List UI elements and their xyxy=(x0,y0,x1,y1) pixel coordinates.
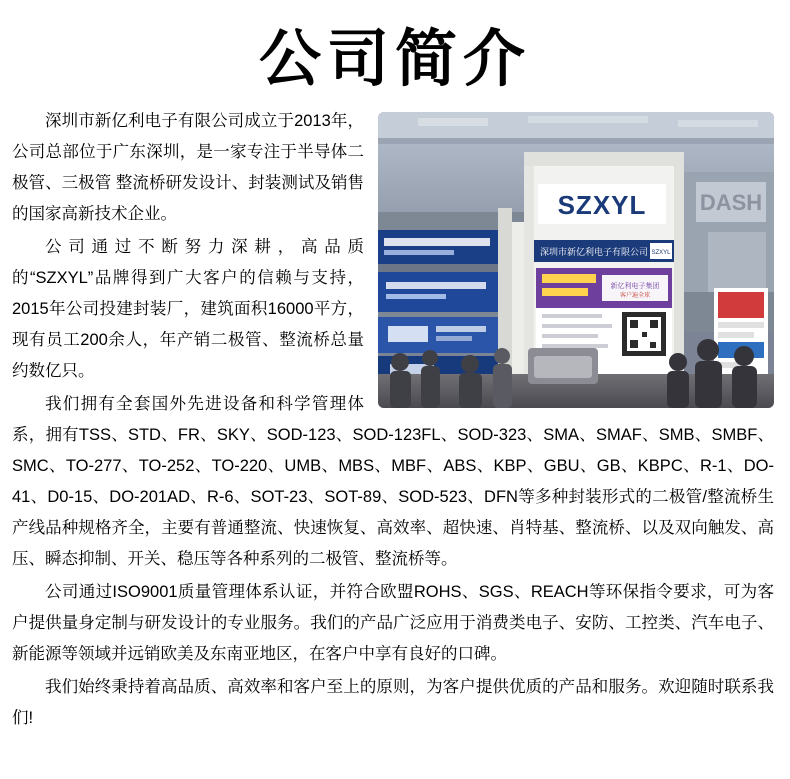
svg-text:深圳市新亿利电子有限公司: 深圳市新亿利电子有限公司 xyxy=(539,247,649,258)
content-area xyxy=(0,106,790,736)
svg-text:SZXYL: SZXYL xyxy=(651,250,671,257)
page-title: 公司简介 xyxy=(258,25,531,94)
paragraph-3: 我们拥有全套国外先进设备和科学管理体系，拥有TSS、STD、FR、SKY、SOD-123、SOD-123FL、SOD-323、SMA、SMAF、SMB、SMBF、SMC、TO-277、TO-252、TO-220、UMB、MBS、MBF、ABS、KBP、GBU、GB、KBPC、R-1、DO-41、D0-15、DO-201AD、R-6、SOT-23、SOT-89、SOD-523、DFN等多种封装形式的二极管/整流桥生产线品种规格齐全，主要有普通整流、快速恢复、高效率、超快速、肖特基、整流桥、以及双向触发、高压、瞬态抑制、开关、稳压等各种系列的二极管、整流桥等。 xyxy=(12,395,774,569)
svg-text:DASH: DASH xyxy=(699,190,763,216)
svg-text:SZXYL: SZXYL xyxy=(557,190,647,221)
svg-text:新亿利电子集团: 新亿利电子集团 xyxy=(610,283,660,291)
paragraph-2: 公司通过不断努力深耕，高品质的“SZXYL”品牌得到广大客户的信赖与支持，2015年公司投建封装厂，建筑面积16000平方，现有员工200余人，年产销二极管、整流桥总量约数亿只。 xyxy=(12,238,364,381)
paragraph-4: 公司通过ISO9001质量管理体系认证，并符合欧盟ROHS、SGS、REACH等环保指令要求，可为客户提供量身定制与研发设计的专业服务。我们的产品广泛应用于消费类电子、安防、工控类、汽车电子、新能源等领域并远销欧美及东南亚地区，在客户中享有良好的口碑。 xyxy=(12,583,774,664)
paragraph-1: 深圳市新亿利电子有限公司成立于2013年，公司总部位于广东深圳，是一家专注于半导体二极管、三极管 整流桥研发设计、封装测试及销售的国家高新技术企业。 xyxy=(12,112,364,224)
paragraph-5: 我们始终秉持着高品质、高效率和客户至上的原则，为客户提供优质的产品和服务。欢迎随时联系我们! xyxy=(12,678,774,728)
booth-photo-illustration xyxy=(378,112,774,408)
exhibition-booth-photo xyxy=(378,112,774,408)
svg-text:客户遍全球: 客户遍全球 xyxy=(619,293,651,300)
